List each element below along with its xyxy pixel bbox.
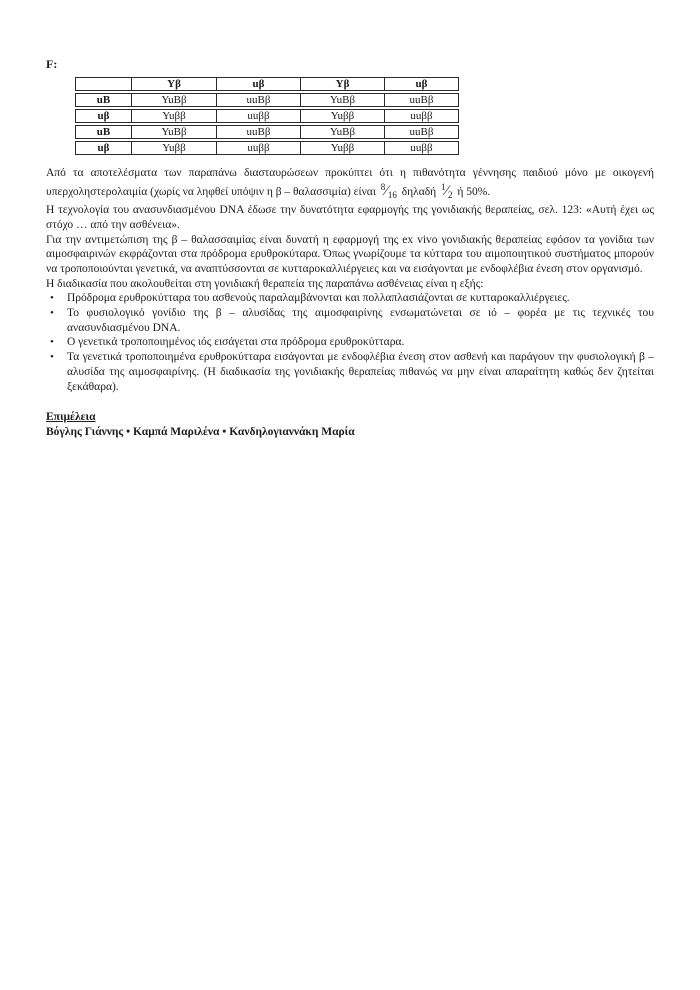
bullet-icon: • — [50, 292, 54, 305]
table-row-header: uβ — [75, 141, 131, 155]
list-item-text: Τα γενετικά τροποποιημένα ερυθροκύτταρα εισάγονται με ενδοφλέβια ένεση στον ασθενή και παράγουν την φυσιολογική β – αλυσίδα της αιμοσφαιρίνης. (Η διαδικασία της γονιδιακής θεραπείας πιθανώς να μην είναι απαραίτητη καθώς δεν ζητείται ξεκάθαρα). — [67, 351, 654, 393]
table-cell: uuββ — [216, 141, 300, 155]
table-cell: uuBβ — [384, 93, 459, 107]
list-item-text: Ο γενετικά τροποποιημένος ιός εισάγεται στα πρόδρομα ερυθροκύτταρα. — [67, 336, 405, 349]
table-row-header: uB — [75, 125, 131, 139]
document-body — [46, 166, 654, 440]
table-row — [75, 125, 459, 139]
bullet-icon: • — [50, 307, 54, 320]
fraction-denominator: 16 — [387, 190, 397, 201]
fraction-slash: ⁄ — [385, 183, 388, 200]
table-header-row — [75, 77, 459, 91]
table-row — [75, 93, 459, 107]
table-corner-cell — [75, 77, 131, 91]
fraction-denominator: 2 — [448, 190, 453, 201]
credits-section — [46, 410, 654, 439]
table-cell: Yuββ — [131, 109, 216, 123]
punnett-square-table — [75, 75, 459, 157]
credits-title: Επιμέλεια — [46, 411, 96, 424]
credits-names: Βόγλης Γιάννης • Καμπά Μαριλένα • Κανδηλογιαννάκη Μαρία — [46, 425, 355, 438]
probability-text-middle: δηλαδή — [401, 186, 437, 199]
table-cell: uuBβ — [384, 125, 459, 139]
table-cell: uuBβ — [216, 93, 300, 107]
table-cell: uuββ — [384, 109, 459, 123]
fraction-1-2 — [441, 180, 453, 203]
list-item — [46, 291, 654, 306]
table-cell: uuββ — [216, 109, 300, 123]
paragraph-procedure-intro: Η διαδικασία που ακολουθείται στη γονιδιακή θεραπεία της παραπάνω ασθένειας είναι η εξής: — [46, 277, 484, 290]
table-cell: YuBβ — [131, 125, 216, 139]
procedure-steps-list — [46, 291, 654, 394]
table-cell: Yuββ — [131, 141, 216, 155]
bullet-icon: • — [50, 351, 54, 364]
generation-label: F: — [46, 57, 58, 71]
list-item — [46, 350, 654, 394]
table-cell: Yuββ — [300, 141, 384, 155]
table-header-cell: Yβ — [131, 77, 216, 91]
paragraph-thalassemia-therapy: Για την αντιμετώπιση της β – θαλασσαιμίας είναι δυνατή η εφαρμογή της ex vivo γονιδιακής θεραπείας εφόσον τα γονίδια των αιμοσφαιρινών εκφράζονται στα πρόδρομα ερυθροκύταρα. Όπως γνωρίζουμε τα κύτταρα του αιμοποιητικού συστήματος μπορούν να τροποποιούνται γενετικά, να αναπτύσσονται σε κυτταροκαλλιέργειες και να εισάγονται με ενδοφλέβια ένεση στον οργανισμό. — [46, 233, 654, 275]
fraction-numerator: 1 — [441, 182, 446, 193]
fraction-slash: ⁄ — [445, 183, 449, 200]
table-cell: Yuββ — [300, 109, 384, 123]
table-cell: uuBβ — [216, 125, 300, 139]
fraction-numerator: 8 — [380, 182, 386, 193]
list-item-text: Πρόδρομα ερυθροκύτταρα του ασθενούς παραλαμβάνονται και πολλαπλασιάζονται σε κυτταροκαλλιέργειες. — [67, 292, 570, 305]
table-cell: uuββ — [384, 141, 459, 155]
list-item-text: Το φυσιολογικό γονίδιο της β – αλυσίδας της αιμοσφαιρίνης ενσωματώνεται σε ιό – φορέα με τις τεχνικές του ανασυνδιασμένου DNA. — [67, 307, 654, 334]
table-cell: YuBβ — [300, 93, 384, 107]
punnett-table-wrapper — [75, 75, 459, 157]
table-cell: YuBβ — [300, 125, 384, 139]
probability-text-after: ή 50%. — [457, 186, 491, 199]
bullet-icon: • — [50, 336, 54, 349]
table-row — [75, 141, 459, 155]
table-header-cell: uβ — [384, 77, 459, 91]
paragraph-probability — [46, 166, 654, 203]
table-header-cell: uβ — [216, 77, 300, 91]
list-item — [46, 335, 654, 350]
table-cell: YuBβ — [131, 93, 216, 107]
table-header-cell: Yβ — [300, 77, 384, 91]
probability-text-before: Από τα αποτελέσματα των παραπάνω διασταυρώσεων προκύπτει ότι η πιθανότητα γέννησης παιδιού μόνο με οικογενή υπερχοληστερολαιμία (χωρίς να ληφθεί υπόψιν η β – θαλασσιμία) είναι — [46, 166, 654, 199]
fraction-8-16 — [381, 180, 397, 203]
table-row-header: uB — [75, 93, 131, 107]
list-item — [46, 306, 654, 335]
table-row — [75, 109, 459, 123]
paragraph-dna-technology: Η τεχνολογία του ανασυνδιασμένου DNA έδωσε την δυνατότητα εφαρμογής της γονιδιακής θεραπείας, σελ. 123: «Αυτή έχει ως στόχο … από την ασθένεια». — [46, 204, 654, 231]
table-row-header: uβ — [75, 109, 131, 123]
